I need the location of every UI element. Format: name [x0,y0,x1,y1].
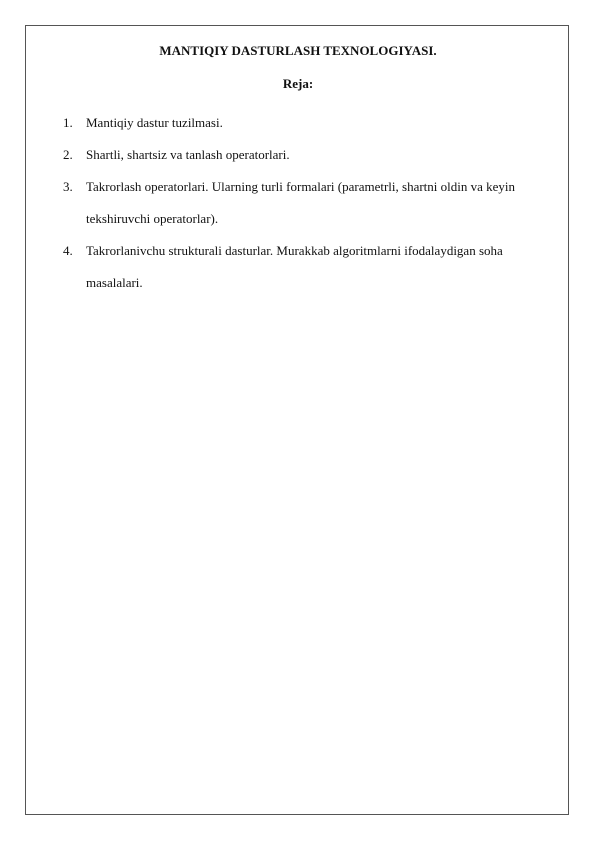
list-item-text: Takrorlanivchu strukturali dasturlar. Murakkab algoritmlarni ifodalaydigan soha masalalari. [86,243,503,290]
plan-list [63,107,558,299]
list-item [63,139,558,171]
list-item [63,107,558,139]
list-item-number: 3. [63,179,73,194]
document-title: MANTIQIY DASTURLASH TEXNOLOGIYASI. [159,43,437,58]
list-item-text: Takrorlash operatorlari. Ularning turli formalari (parametrli, shartni oldin va keyin tekshiruvchi operatorlar). [86,179,516,226]
plan-heading: Reja: [282,76,314,91]
list-item [63,235,558,299]
list-item-text: Mantiqiy dastur tuzilmasi. [86,115,223,130]
list-item-number: 2. [63,147,73,162]
list-item-text: Shartli, shartsiz va tanlash operatorlari. [86,147,290,162]
list-item-number: 1. [63,115,73,130]
list-item [63,171,558,235]
list-item-number: 4. [63,243,73,258]
